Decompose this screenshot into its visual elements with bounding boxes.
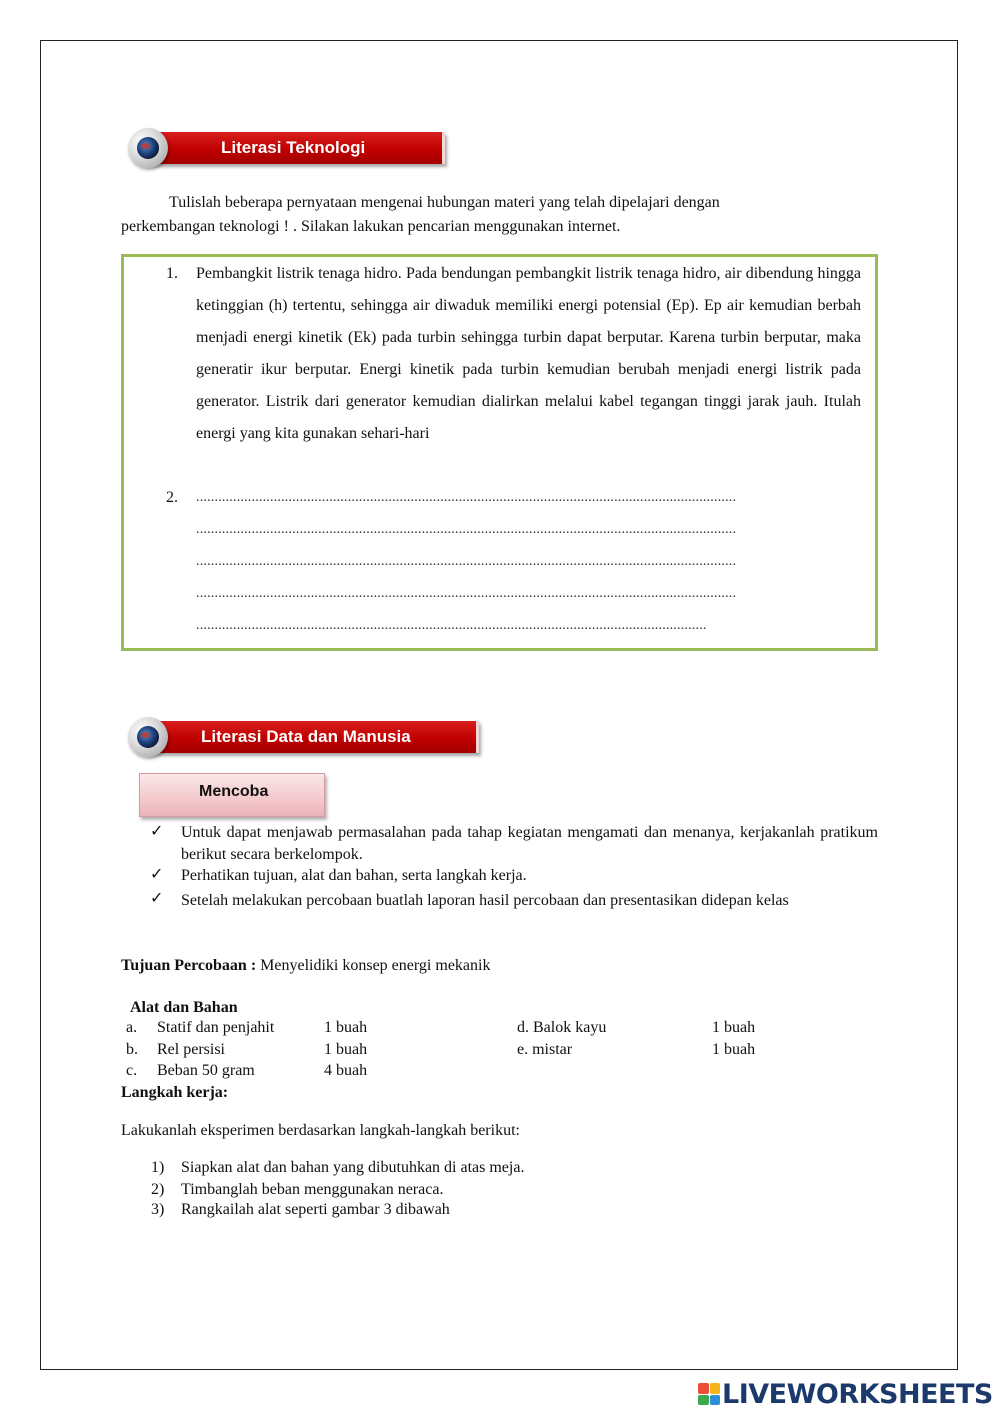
step-number: 3) <box>151 1201 165 1218</box>
alat-qty: 4 buah <box>324 1062 368 1079</box>
liveworksheets-cubes-icon <box>698 1383 720 1405</box>
mencoba-label: Mencoba <box>199 783 269 800</box>
checklist-item-3: Setelah melakukan percobaan buatlah laporan hasil percobaan dan presentasikan didepan kelas <box>181 892 789 909</box>
intro-line-1: Tulislah beberapa pernyataan mengenai hubungan materi yang telah dipelajari dengan <box>169 194 720 211</box>
check-icon: ✓ <box>150 866 164 883</box>
mencoba-tag <box>139 773 325 817</box>
answer-number-2: 2. <box>166 489 178 506</box>
step-text: Siapkan alat dan bahan yang dibutuhkan di atas meja. <box>181 1159 525 1176</box>
checklist-item-2: Perhatikan tujuan, alat dan bahan, serta langkah kerja. <box>181 867 527 884</box>
alat-name: d. Balok kayu <box>517 1019 607 1036</box>
check-icon: ✓ <box>150 890 164 907</box>
answer-2-dots-line-2[interactable]: .................................................................................................................................................. <box>196 522 737 537</box>
liveworksheets-brand: LIVEWORKSHEETS <box>722 1378 993 1410</box>
alat-name: Rel persisi <box>157 1041 225 1058</box>
section-banner-literasi-teknologi <box>128 128 444 168</box>
alat-qty: 1 buah <box>324 1019 368 1036</box>
alat-qty: 1 buah <box>712 1041 756 1058</box>
globe-icon <box>128 128 168 168</box>
section-banner-literasi-data <box>128 717 478 757</box>
alat-name: Statif dan penjahit <box>157 1019 275 1036</box>
step-number: 2) <box>151 1181 165 1198</box>
langkah-intro: Lakukanlah eksperimen berdasarkan langkah-langkah berikut: <box>121 1122 520 1139</box>
alat-letter: c. <box>126 1062 138 1079</box>
tujuan-percobaan <box>121 954 490 978</box>
section-title: Literasi Teknologi <box>221 138 366 157</box>
alat-letter: a. <box>126 1019 138 1036</box>
answer-2-dots-line-1[interactable]: .................................................................................................................................................. <box>196 490 737 505</box>
answer-text-1[interactable]: Pembangkit listrik tenaga hidro. Pada bendungan pembangkit listrik tenaga hidro, air dibendung hingga ketinggian (h) tertentu, sehingga air diwaduk memiliki energi potensial (Ep). Ep air kemudian berbah menjadi energi kinetik (Ek) pada turbin sehingga turbin dapat berputar. Karena turbin berputar, maka generatir ikur berputar. Energi kinetik pada turbin kemudian berubah menjadi energi listrik pada generator. Listrik dari generator kemudian dialirkan melalui kabel tegangan tinggi jarak jauh. Itulah energi yang kita gunakan sehari-hari <box>196 265 861 442</box>
step-text: Timbanglah beban menggunakan neraca. <box>181 1181 444 1198</box>
step-number: 1) <box>151 1159 165 1176</box>
alat-name: Beban 50 gram <box>157 1062 255 1079</box>
alat-name: e. mistar <box>517 1041 573 1058</box>
globe-icon <box>128 717 168 757</box>
checklist-item-1: Untuk dapat menjawab permasalahan pada tahap kegiatan mengamati dan menanya, kerjakanlah pratikum berikut secara berkelompok. <box>181 824 878 863</box>
alat-qty: 1 buah <box>712 1019 756 1036</box>
step-text: Rangkailah alat seperti gambar 3 dibawah <box>181 1201 450 1218</box>
intro-line-2: perkembangan teknologi ! . Silakan lakukan pencarian menggunakan internet. <box>121 218 621 235</box>
check-icon: ✓ <box>150 823 164 840</box>
section-title: Literasi Data dan Manusia <box>201 727 411 746</box>
alat-title: Alat dan Bahan <box>130 999 238 1016</box>
answer-2-dots-line-3[interactable]: .................................................................................................................................................. <box>196 554 737 569</box>
alat-letter: b. <box>126 1041 138 1058</box>
answer-number-1: 1. <box>166 265 178 282</box>
alat-qty: 1 buah <box>324 1041 368 1058</box>
langkah-title: Langkah kerja: <box>121 1084 229 1101</box>
liveworksheets-logo[interactable] <box>698 1378 993 1410</box>
answer-2-dots-line-4[interactable]: .................................................................................................................................................. <box>196 586 737 601</box>
answer-2-dots-line-5[interactable]: .......................................................................................................................................... <box>196 618 707 633</box>
tujuan-label: Tujuan Percobaan : <box>121 957 257 974</box>
tujuan-text: Menyelidiki konsep energi mekanik <box>256 957 491 974</box>
